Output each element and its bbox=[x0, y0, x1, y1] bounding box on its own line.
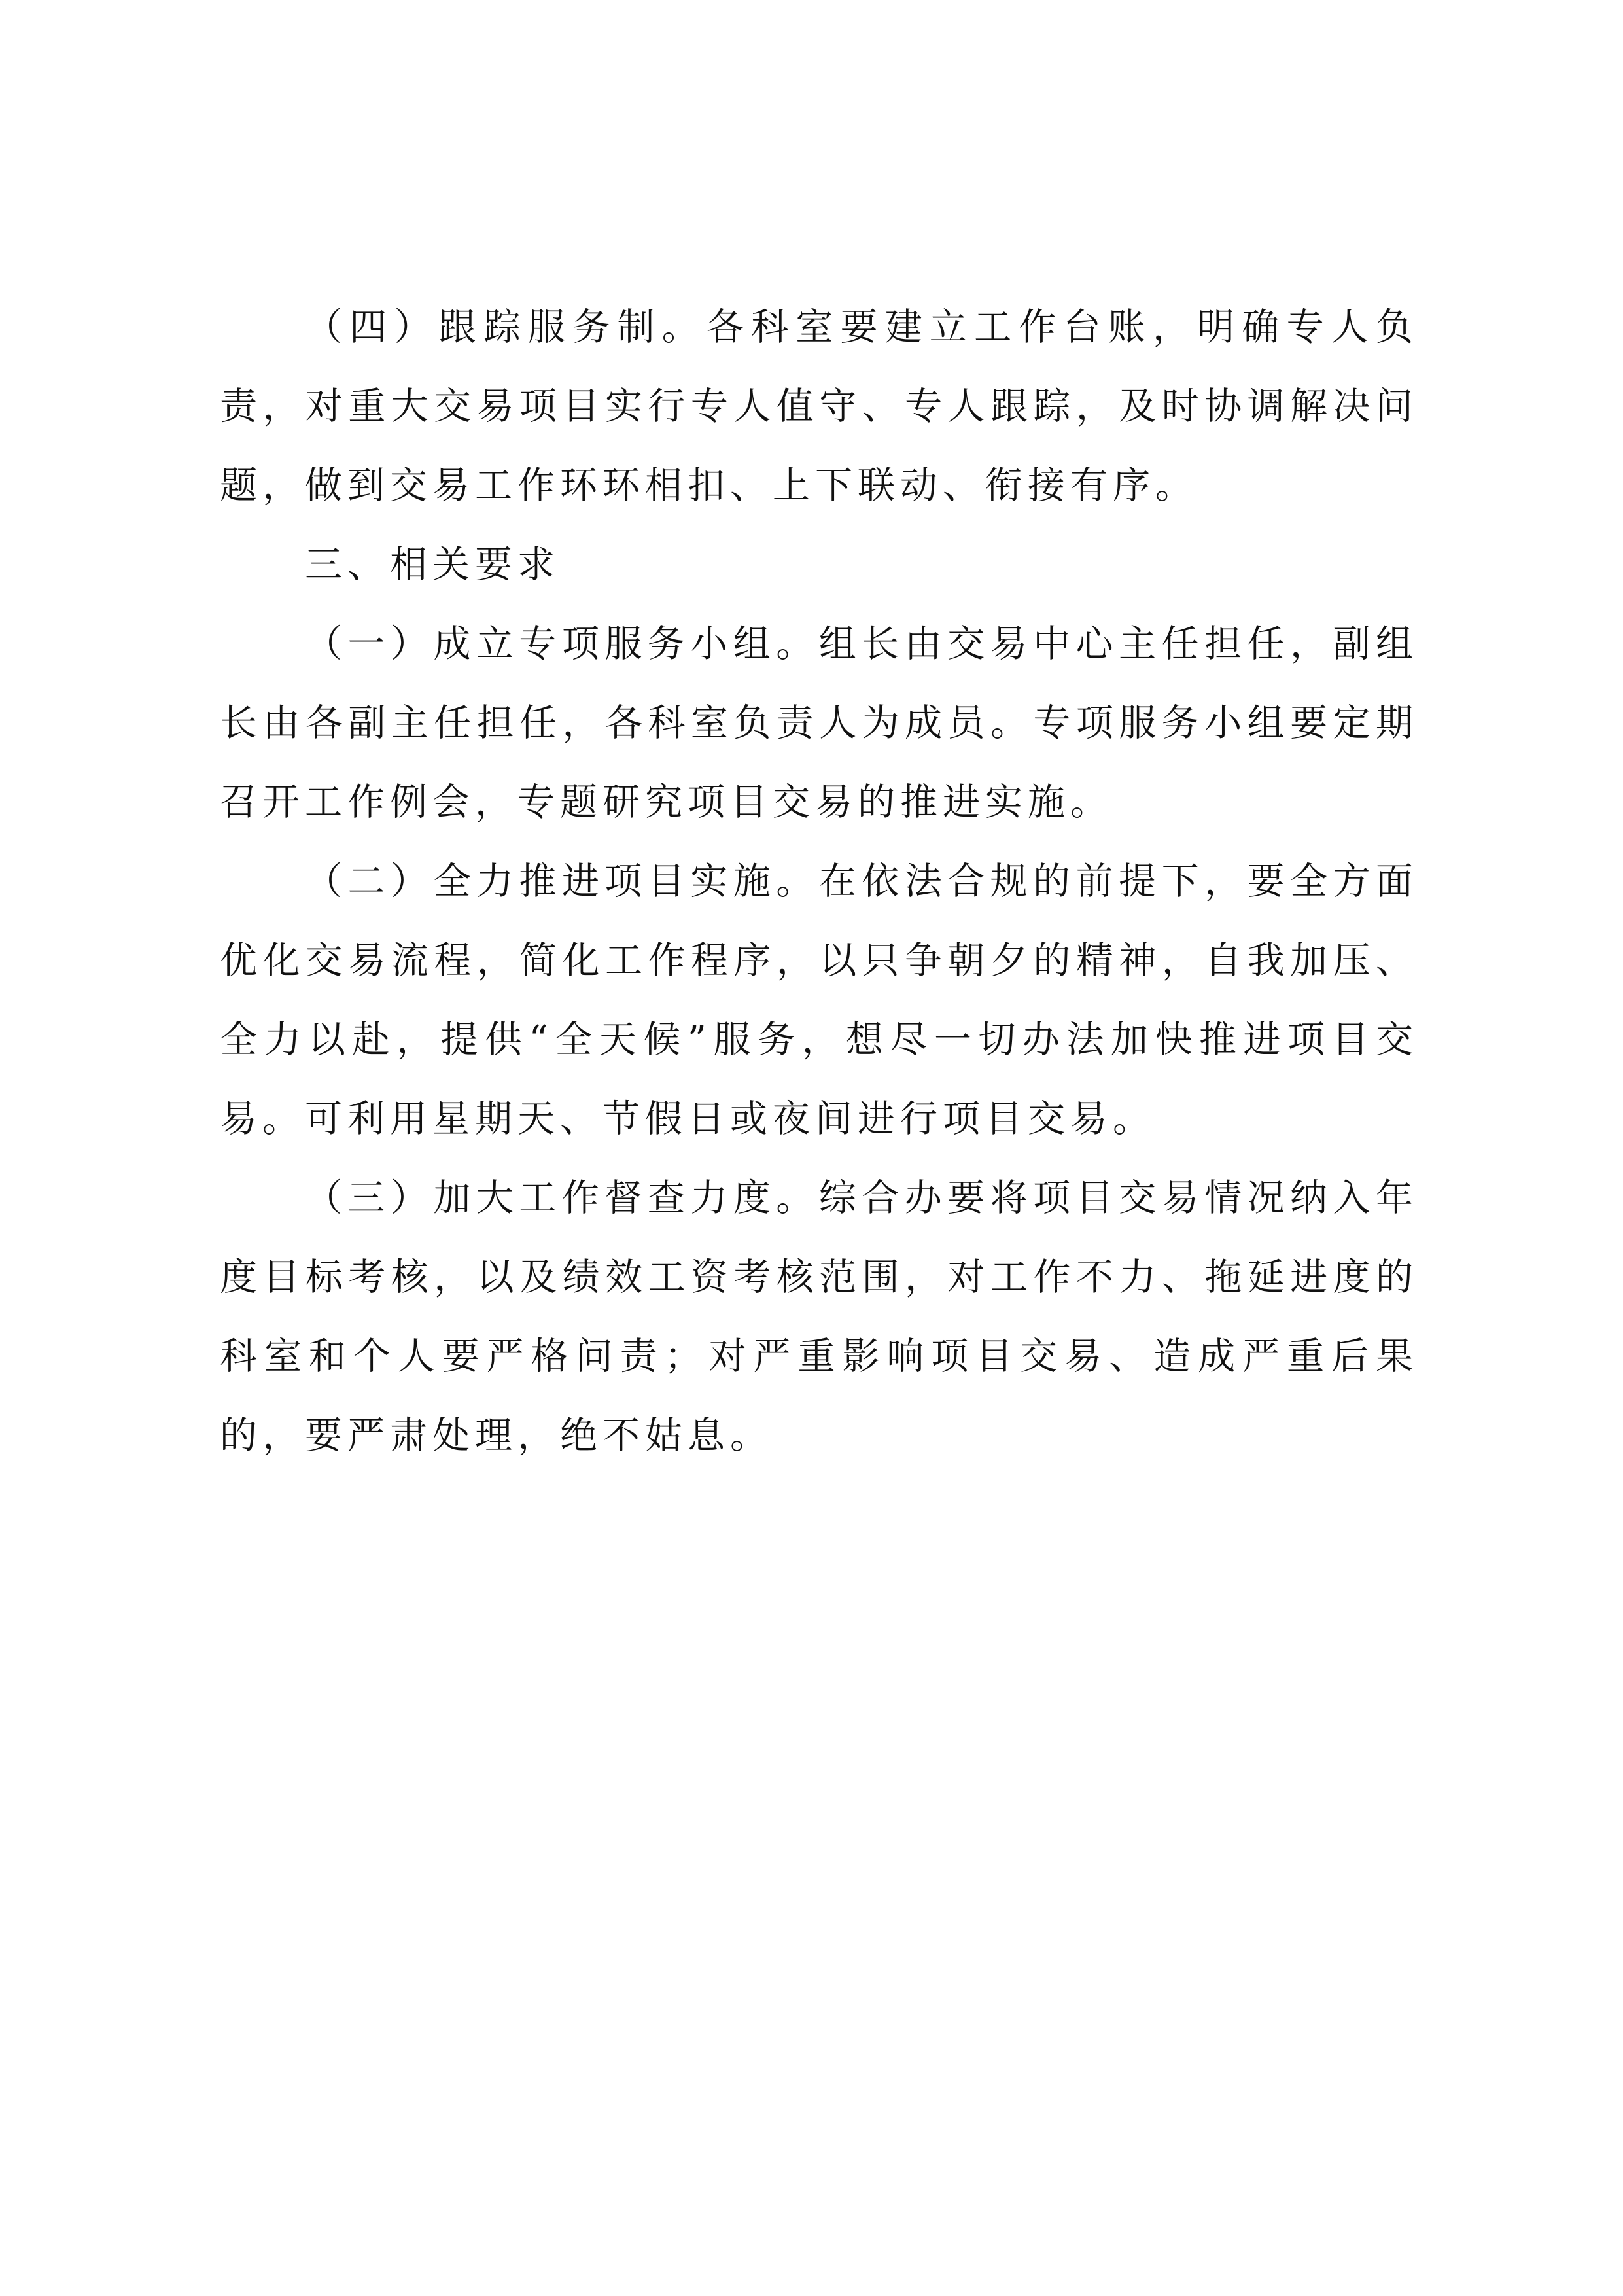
paragraph-body: 综合办要将项目交易情况纳入年度目标考核，以及绩效工资考核范围，对工作不力、拖延进度的科室和个人要严格问责；对严重影响项目交易、造成严重后果的，要严肃处理，绝不姑息。 bbox=[220, 1176, 1419, 1457]
paragraph-requirement-1 bbox=[220, 605, 1418, 842]
paragraph-lead: （三）加大工作督查力度。 bbox=[305, 1176, 819, 1220]
paragraph-lead: （一）成立专项服务小组。 bbox=[305, 622, 819, 665]
paragraph-body: 在依法合规的前提下，要全方面优化交易流程，简化工作程序，以只争朝夕的精神，自我加压、全力以赴，提供“全天候”服务，想尽一切办法加快推进项目交易。可利用星期天、节假日或夜间进行项目交易。 bbox=[220, 860, 1419, 1140]
paragraph-body: 组长由交易中心主任担任，副组长由各副主任担任，各科室负责人为成员。专项服务小组要定期召开工作例会，专题研究项目交易的推进实施。 bbox=[220, 622, 1419, 824]
section-heading: 三、相关要求 bbox=[305, 543, 560, 586]
paragraph-lead: （二）全力推进项目实施。 bbox=[305, 860, 819, 903]
paragraph-requirement-3 bbox=[220, 1159, 1418, 1475]
document-body bbox=[220, 288, 1418, 1475]
paragraph-tracking-service bbox=[220, 288, 1418, 525]
paragraph-requirement-2 bbox=[220, 842, 1418, 1159]
paragraph-lead: （四）跟踪服务制。 bbox=[305, 306, 707, 349]
paragraph-body: 各科室要建立工作台账，明确专人负责，对重大交易项目实行专人值守、专人跟踪，及时协调解决问题，做到交易工作环环相扣、上下联动、衔接有序。 bbox=[220, 306, 1418, 507]
